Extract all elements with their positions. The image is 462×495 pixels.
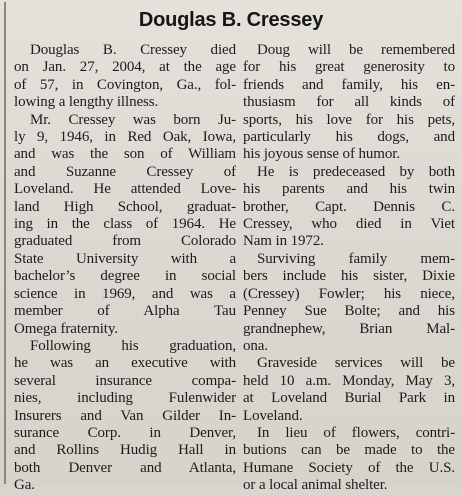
text-line: held 10 a.m. Monday, May 3, — [243, 372, 455, 389]
text-line: for his great generosity to — [243, 59, 455, 76]
text-line: Loveland. He attended Love- — [14, 181, 236, 198]
text-line: graduated from Colorado — [14, 233, 236, 250]
text-line: and Suzanne Cressey of — [14, 163, 236, 180]
text-line: surance Corp. in Denver, — [14, 424, 236, 441]
text-line: Penney Sue Bolte; and his — [243, 303, 455, 320]
left-text-column — [14, 42, 236, 495]
text-line: friends and family, his en- — [243, 76, 455, 93]
text-line: his joyous sense of humor. — [243, 146, 400, 163]
text-line: lowing a lengthy illness. — [14, 94, 159, 111]
text-line: Humane Society of the U.S. — [243, 459, 455, 476]
text-line: land High School, graduat- — [14, 198, 236, 215]
text-line: butions can be made to the — [243, 442, 455, 459]
text-line: thusiasm for all kinds of — [243, 94, 455, 111]
text-line: Ga. — [14, 477, 35, 494]
text-line: he was an executive with — [14, 355, 236, 372]
text-line: or a local animal shelter. — [243, 477, 388, 494]
text-line: Loveland. — [243, 407, 303, 424]
text-line: He is predeceased by both — [257, 163, 455, 180]
text-line: State University with a — [14, 250, 236, 267]
text-line: several insurance compa- — [14, 372, 236, 389]
text-line: ona. — [243, 337, 269, 354]
text-line: Mr. Cressey was born Ju- — [30, 111, 236, 128]
text-line: Nam in 1972. — [243, 233, 324, 250]
text-line: Surviving family mem- — [257, 250, 455, 267]
text-line: ing in the class of 1964. He — [14, 216, 236, 233]
text-line: of 57, in Covington, Ga., fol- — [14, 76, 236, 93]
text-line: Graveside services will be — [257, 355, 455, 372]
text-line: (Cressey) Fowler; his niece, — [243, 285, 455, 302]
right-text-column — [243, 42, 455, 495]
text-line: science in 1969, and was a — [14, 285, 236, 302]
text-line: on Jan. 27, 2004, at the age — [14, 59, 236, 76]
text-line: Cressey, who died in Viet — [243, 216, 455, 233]
text-line: grandnephew, Brian Mal- — [243, 320, 455, 337]
text-line: at Loveland Burial Park in — [243, 390, 455, 407]
text-line: his parents and his twin — [243, 181, 455, 198]
text-line: Insurers and Van Gilder In- — [14, 407, 236, 424]
text-line: Doug will be remembered — [257, 42, 455, 58]
text-line: both Denver and Atlanta, — [14, 459, 236, 476]
text-line: sports, his love for his pets, — [243, 111, 455, 128]
text-line: ly 9, 1946, in Red Oak, Iowa, — [14, 129, 236, 146]
text-line: and Rollins Hudig Hall in — [14, 442, 236, 459]
column-rule — [4, 2, 6, 484]
text-line: brother, Capt. Dennis C. — [243, 198, 455, 215]
text-line: and was the son of William — [14, 146, 236, 163]
text-line: Following his graduation, — [30, 337, 236, 354]
text-line: In lieu of flowers, contri- — [257, 424, 455, 441]
text-line: member of Alpha Tau — [14, 303, 236, 320]
headline: Douglas B. Cressey — [138, 9, 324, 31]
text-line: Omega fraternity. — [14, 320, 118, 337]
text-line: bers include his sister, Dixie — [243, 268, 455, 285]
text-line: particularly his dogs, and — [243, 129, 455, 146]
text-line: nies, including Fulenwider — [14, 390, 236, 407]
text-line: Douglas B. Cressey died — [30, 42, 236, 58]
text-line: bachelor’s degree in social — [14, 268, 236, 285]
